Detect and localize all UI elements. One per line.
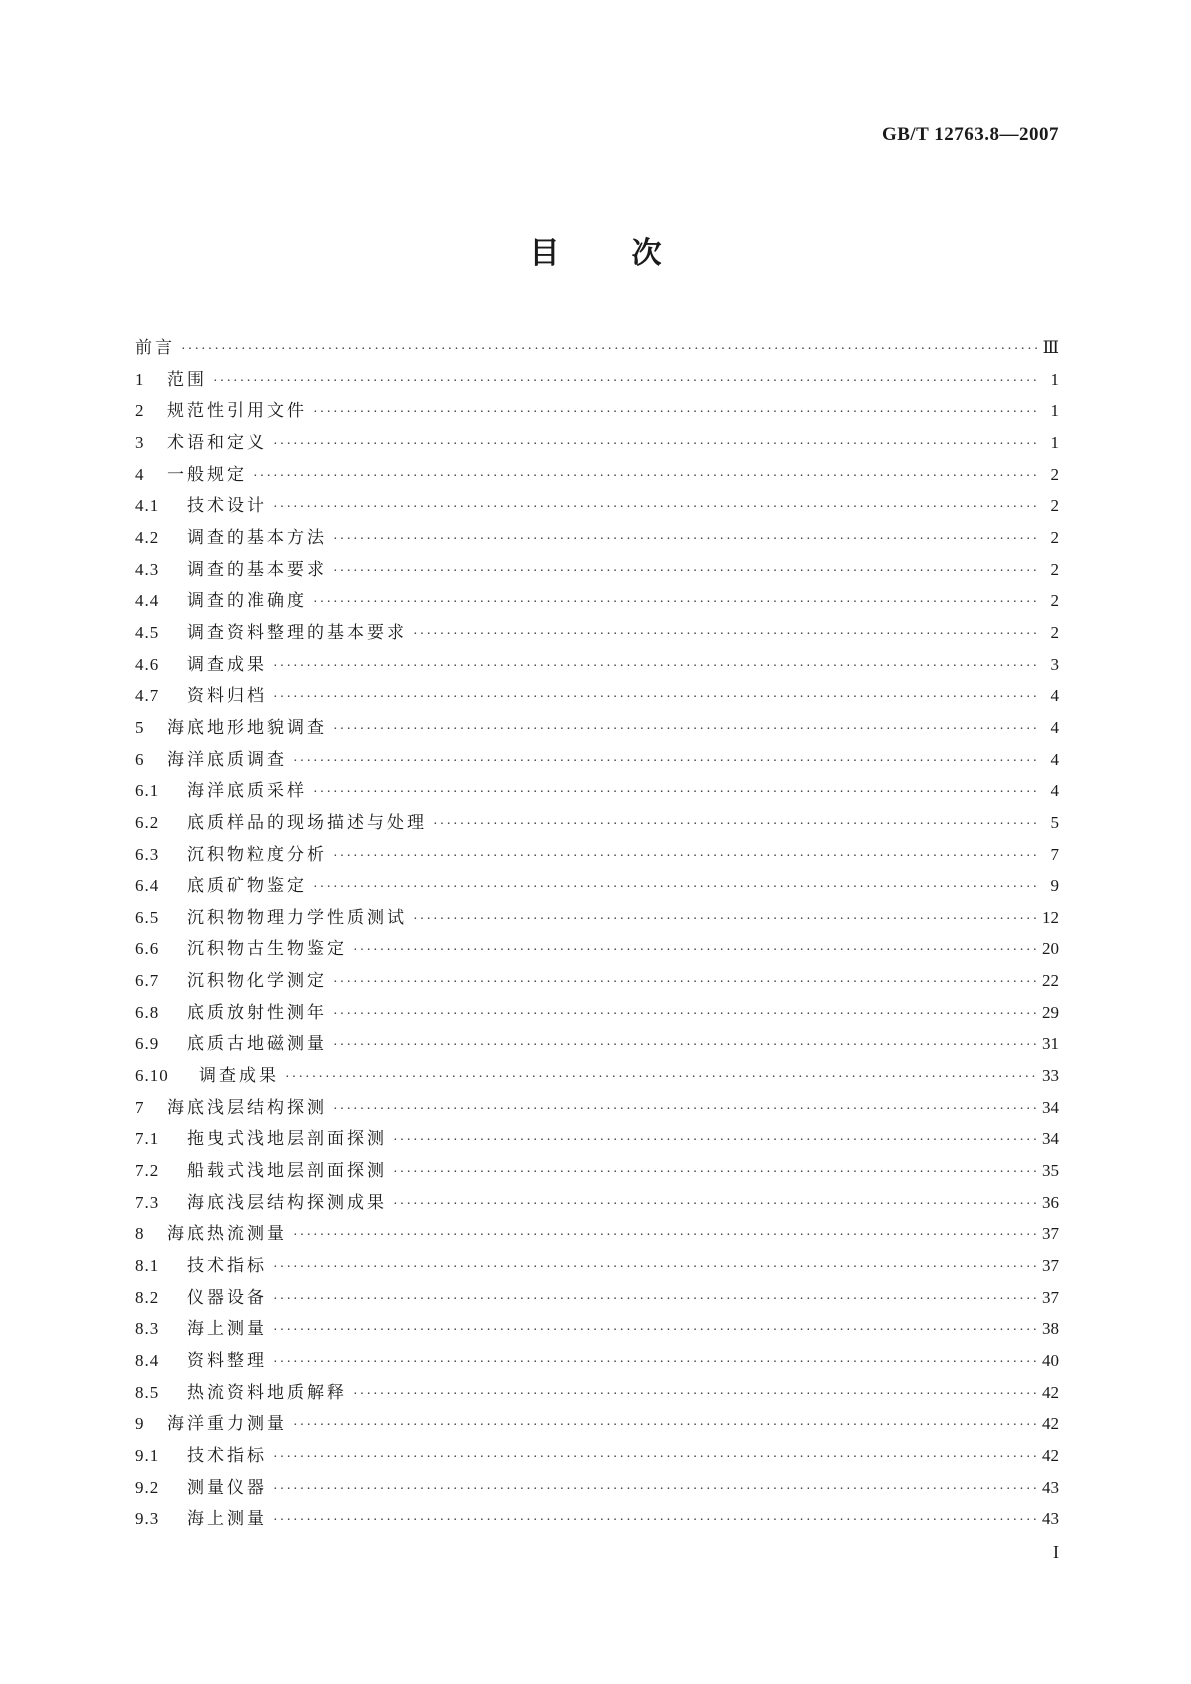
- toc-leader-dots: [293, 754, 1039, 770]
- toc-entry[interactable]: [135, 333, 1059, 365]
- toc-section-number: 8.2: [135, 1287, 160, 1307]
- toc-title: 沉积物物理力学性质测试: [187, 907, 407, 928]
- toc-leader-dots: [273, 1482, 1036, 1498]
- toc-page-number: 37: [1042, 1287, 1059, 1307]
- toc-section-number: 6.1: [135, 781, 160, 801]
- toc-page-number: 2: [1050, 622, 1059, 642]
- toc-entry[interactable]: [135, 523, 1059, 555]
- toc-leader-dots: [313, 785, 1039, 801]
- toc-section-number: 6.2: [135, 812, 160, 832]
- toc-entry[interactable]: [135, 586, 1059, 618]
- toc-page-number: 20: [1042, 939, 1059, 959]
- toc-section-number: 6: [135, 749, 145, 769]
- toc-title: 海洋底质调查: [167, 749, 287, 770]
- toc-title: 调查的准确度: [187, 591, 307, 612]
- toc-entry[interactable]: [135, 555, 1059, 587]
- toc-section-number: 3: [135, 432, 145, 452]
- toc-title: 调查的基本方法: [187, 527, 327, 548]
- toc-section-number: 4.4: [135, 591, 160, 611]
- toc-leader-dots: [273, 1513, 1036, 1529]
- toc-page-number: 9: [1050, 876, 1059, 896]
- toc-leader-dots: [273, 437, 1039, 453]
- toc-section-number: 8.5: [135, 1382, 160, 1402]
- toc-entry[interactable]: [135, 840, 1059, 872]
- toc-page-number: 36: [1042, 1192, 1059, 1212]
- toc-entry[interactable]: [135, 934, 1059, 966]
- toc-title: 资料整理: [187, 1351, 267, 1371]
- toc-section-number: 6.5: [135, 907, 160, 927]
- toc-section-number: 8.3: [135, 1319, 160, 1339]
- toc-entry[interactable]: [135, 808, 1059, 840]
- toc-entry[interactable]: [135, 1378, 1059, 1410]
- toc-title: 底质样品的现场描述与处理: [187, 812, 427, 833]
- toc-leader-dots: [273, 690, 1039, 706]
- toc-title: 船载式浅地层剖面探测: [187, 1161, 387, 1182]
- toc-title: 调查资料整理的基本要求: [187, 622, 407, 643]
- toc-leader-dots: [181, 342, 1037, 358]
- toc-leader-dots: [333, 1102, 1036, 1118]
- toc-entry[interactable]: [135, 1441, 1059, 1473]
- toc-section-number: 4.1: [135, 496, 160, 516]
- toc-entry[interactable]: [135, 618, 1059, 650]
- toc-section-number: 4.3: [135, 559, 160, 579]
- toc-page-number: 40: [1042, 1351, 1059, 1370]
- toc-leader-dots: [333, 1038, 1036, 1054]
- toc-leader-dots: [213, 374, 1039, 390]
- table-of-contents: [135, 333, 1059, 1536]
- toc-leader-dots: [333, 1007, 1036, 1023]
- toc-leader-dots: [313, 880, 1039, 896]
- toc-title: 术语和定义: [167, 432, 267, 453]
- toc-title: 技术设计: [187, 496, 267, 517]
- toc-entry[interactable]: [135, 491, 1059, 523]
- toc-page-number: 34: [1042, 1129, 1059, 1149]
- toc-leader-dots: [413, 627, 1039, 643]
- toc-entry[interactable]: [135, 1504, 1059, 1536]
- toc-leader-dots: [273, 1355, 1036, 1371]
- toc-leader-dots: [333, 849, 1039, 865]
- toc-page-number: 43: [1042, 1509, 1059, 1529]
- toc-title: 海底地形地貌调查: [167, 717, 327, 738]
- toc-section-number: 7.3: [135, 1192, 160, 1212]
- toc-leader-dots: [353, 1387, 1036, 1403]
- toc-entry[interactable]: [135, 966, 1059, 998]
- toc-entry[interactable]: [135, 1251, 1059, 1283]
- toc-title: 海上测量: [187, 1319, 267, 1340]
- toc-page-number: 38: [1042, 1319, 1059, 1339]
- standard-code: GB/T 12763.8—2007: [881, 124, 1059, 145]
- toc-entry[interactable]: [135, 713, 1059, 745]
- toc-leader-dots: [313, 595, 1039, 611]
- toc-section-number: 9: [135, 1414, 145, 1434]
- toc-section-number: 9.3: [135, 1509, 160, 1529]
- toc-title: 海底热流测量: [167, 1224, 287, 1245]
- toc-title: 海上测量: [187, 1509, 267, 1530]
- toc-section-number: 4.2: [135, 527, 160, 547]
- toc-section-number: 8.1: [135, 1256, 160, 1276]
- toc-leader-dots: [273, 1450, 1036, 1466]
- toc-leader-dots: [413, 912, 1036, 928]
- toc-entry[interactable]: [135, 396, 1059, 428]
- toc-entry[interactable]: [135, 903, 1059, 935]
- page-number: I: [1053, 1542, 1059, 1562]
- toc-leader-dots: [433, 817, 1039, 833]
- toc-leader-dots: [353, 943, 1036, 959]
- toc-page-number: 43: [1042, 1477, 1059, 1497]
- toc-page-number: 2: [1050, 559, 1059, 579]
- toc-title: 调查成果: [199, 1066, 279, 1087]
- toc-title: 测量仪器: [187, 1477, 267, 1498]
- toc-page-number: 7: [1050, 844, 1059, 864]
- toc-page-number: 4: [1050, 749, 1059, 769]
- toc-title: 海底浅层结构探测: [167, 1097, 327, 1118]
- title-char-1: 目: [529, 236, 560, 271]
- toc-leader-dots: [273, 1260, 1036, 1276]
- toc-page-number: 4: [1050, 781, 1059, 801]
- toc-entry[interactable]: [135, 1473, 1059, 1505]
- toc-section-number: 6.8: [135, 1002, 160, 1022]
- toc-leader-dots: [393, 1133, 1036, 1149]
- toc-entry[interactable]: [135, 1314, 1059, 1346]
- toc-entry[interactable]: [135, 998, 1059, 1030]
- toc-section-number: 8.4: [135, 1351, 160, 1370]
- toc-title: 底质矿物鉴定: [187, 876, 307, 897]
- toc-title: 技术指标: [187, 1256, 267, 1277]
- title-char-2: 次: [631, 236, 662, 271]
- toc-title: 拖曳式浅地层剖面探测: [187, 1129, 387, 1150]
- toc-title: 热流资料地质解释: [187, 1382, 347, 1403]
- toc-leader-dots: [333, 564, 1039, 580]
- toc-section-number: 6.3: [135, 844, 160, 864]
- toc-leader-dots: [285, 1070, 1036, 1086]
- toc-title: 资料归档: [187, 686, 267, 707]
- toc-leader-dots: [393, 1197, 1036, 1213]
- toc-entry[interactable]: [135, 460, 1059, 492]
- toc-section-number: 6.7: [135, 971, 160, 991]
- toc-section-number: 4.7: [135, 686, 160, 706]
- toc-title: 底质放射性测年: [187, 1002, 327, 1023]
- toc-entry[interactable]: [135, 1219, 1059, 1251]
- toc-page-number: 4: [1050, 717, 1059, 737]
- toc-entry[interactable]: [135, 1283, 1059, 1315]
- toc-title: 调查的基本要求: [187, 559, 327, 580]
- toc-section-number: 9.1: [135, 1445, 160, 1465]
- toc-section-number: 6.9: [135, 1034, 160, 1054]
- toc-entry[interactable]: [135, 428, 1059, 460]
- toc-entry[interactable]: [135, 650, 1059, 682]
- toc-leader-dots: [393, 1165, 1036, 1181]
- toc-entry[interactable]: [135, 365, 1059, 397]
- toc-page-number: 22: [1042, 971, 1059, 991]
- toc-entry[interactable]: [135, 1156, 1059, 1188]
- toc-leader-dots: [273, 1323, 1036, 1339]
- toc-page-number: 34: [1042, 1097, 1059, 1117]
- toc-entry[interactable]: [135, 1409, 1059, 1441]
- toc-page-number: 33: [1042, 1066, 1059, 1086]
- toc-entry[interactable]: [135, 681, 1059, 713]
- toc-title: 沉积物化学测定: [187, 971, 327, 992]
- toc-title: 沉积物古生物鉴定: [187, 939, 347, 960]
- toc-leader-dots: [273, 1292, 1036, 1308]
- toc-page-number: 3: [1050, 654, 1059, 674]
- toc-entry[interactable]: [135, 1124, 1059, 1156]
- page-title: [0, 228, 1191, 272]
- toc-section-number: 7.2: [135, 1161, 160, 1181]
- toc-page-number: 12: [1042, 907, 1059, 927]
- toc-section-number: 8: [135, 1224, 145, 1244]
- toc-page-number: 31: [1042, 1034, 1059, 1054]
- toc-section-number: 4.5: [135, 622, 160, 642]
- toc-page-number: 1: [1050, 432, 1059, 452]
- toc-leader-dots: [293, 1418, 1036, 1434]
- toc-page-number: 42: [1042, 1445, 1059, 1465]
- toc-page-number: 2: [1050, 464, 1059, 484]
- toc-page-number: 29: [1042, 1002, 1059, 1022]
- toc-section-number: 6.6: [135, 939, 160, 959]
- toc-page-number: 37: [1042, 1224, 1059, 1244]
- toc-page-number: 37: [1042, 1256, 1059, 1276]
- toc-page-number: 5: [1050, 812, 1059, 832]
- toc-title: 范围: [167, 369, 207, 390]
- toc-entry[interactable]: [135, 1346, 1059, 1378]
- toc-section-number: 7: [135, 1097, 145, 1117]
- toc-title: 海洋底质采样: [187, 781, 307, 802]
- toc-page-number: Ⅲ: [1042, 338, 1059, 357]
- toc-page-number: 42: [1042, 1382, 1059, 1402]
- toc-title: 底质古地磁测量: [187, 1034, 327, 1055]
- toc-leader-dots: [333, 722, 1039, 738]
- toc-entry[interactable]: [135, 1029, 1059, 1061]
- toc-section-number: 6.10: [135, 1066, 169, 1086]
- toc-entry[interactable]: [135, 1188, 1059, 1220]
- toc-page-number: 2: [1050, 527, 1059, 547]
- toc-leader-dots: [293, 1228, 1036, 1244]
- toc-section-number: 7.1: [135, 1129, 160, 1149]
- toc-section-number: 9.2: [135, 1477, 160, 1497]
- toc-title: 海洋重力测量: [167, 1414, 287, 1435]
- toc-entry[interactable]: [135, 871, 1059, 903]
- toc-page-number: 2: [1050, 591, 1059, 611]
- toc-page-number: 1: [1050, 369, 1059, 389]
- toc-title: 海底浅层结构探测成果: [187, 1192, 387, 1213]
- toc-leader-dots: [273, 659, 1039, 675]
- toc-title: 沉积物粒度分析: [187, 844, 327, 865]
- toc-entry[interactable]: [135, 1061, 1059, 1093]
- toc-title: 仪器设备: [187, 1287, 267, 1308]
- toc-entry[interactable]: [135, 745, 1059, 777]
- toc-entry[interactable]: [135, 1093, 1059, 1125]
- toc-section-number: 4.6: [135, 654, 160, 674]
- toc-section-number: 1: [135, 369, 145, 389]
- toc-leader-dots: [333, 975, 1036, 991]
- toc-page-number: 42: [1042, 1414, 1059, 1434]
- toc-title: 技术指标: [187, 1445, 267, 1466]
- toc-leader-dots: [273, 500, 1039, 516]
- toc-page-number: 2: [1050, 496, 1059, 516]
- toc-leader-dots: [253, 469, 1039, 485]
- toc-entry[interactable]: [135, 776, 1059, 808]
- toc-leader-dots: [313, 405, 1039, 421]
- toc-page-number: 35: [1042, 1161, 1059, 1181]
- toc-page-number: 4: [1050, 686, 1059, 706]
- toc-section-number: 2: [135, 401, 145, 421]
- toc-title: 规范性引用文件: [167, 401, 307, 422]
- toc-title: 前言: [135, 338, 175, 358]
- toc-section-number: 5: [135, 717, 145, 737]
- toc-title: 调查成果: [187, 654, 267, 675]
- toc-section-number: 4: [135, 464, 145, 484]
- toc-section-number: 6.4: [135, 876, 160, 896]
- toc-leader-dots: [333, 532, 1039, 548]
- toc-title: 一般规定: [167, 464, 247, 485]
- toc-page-number: 1: [1050, 401, 1059, 421]
